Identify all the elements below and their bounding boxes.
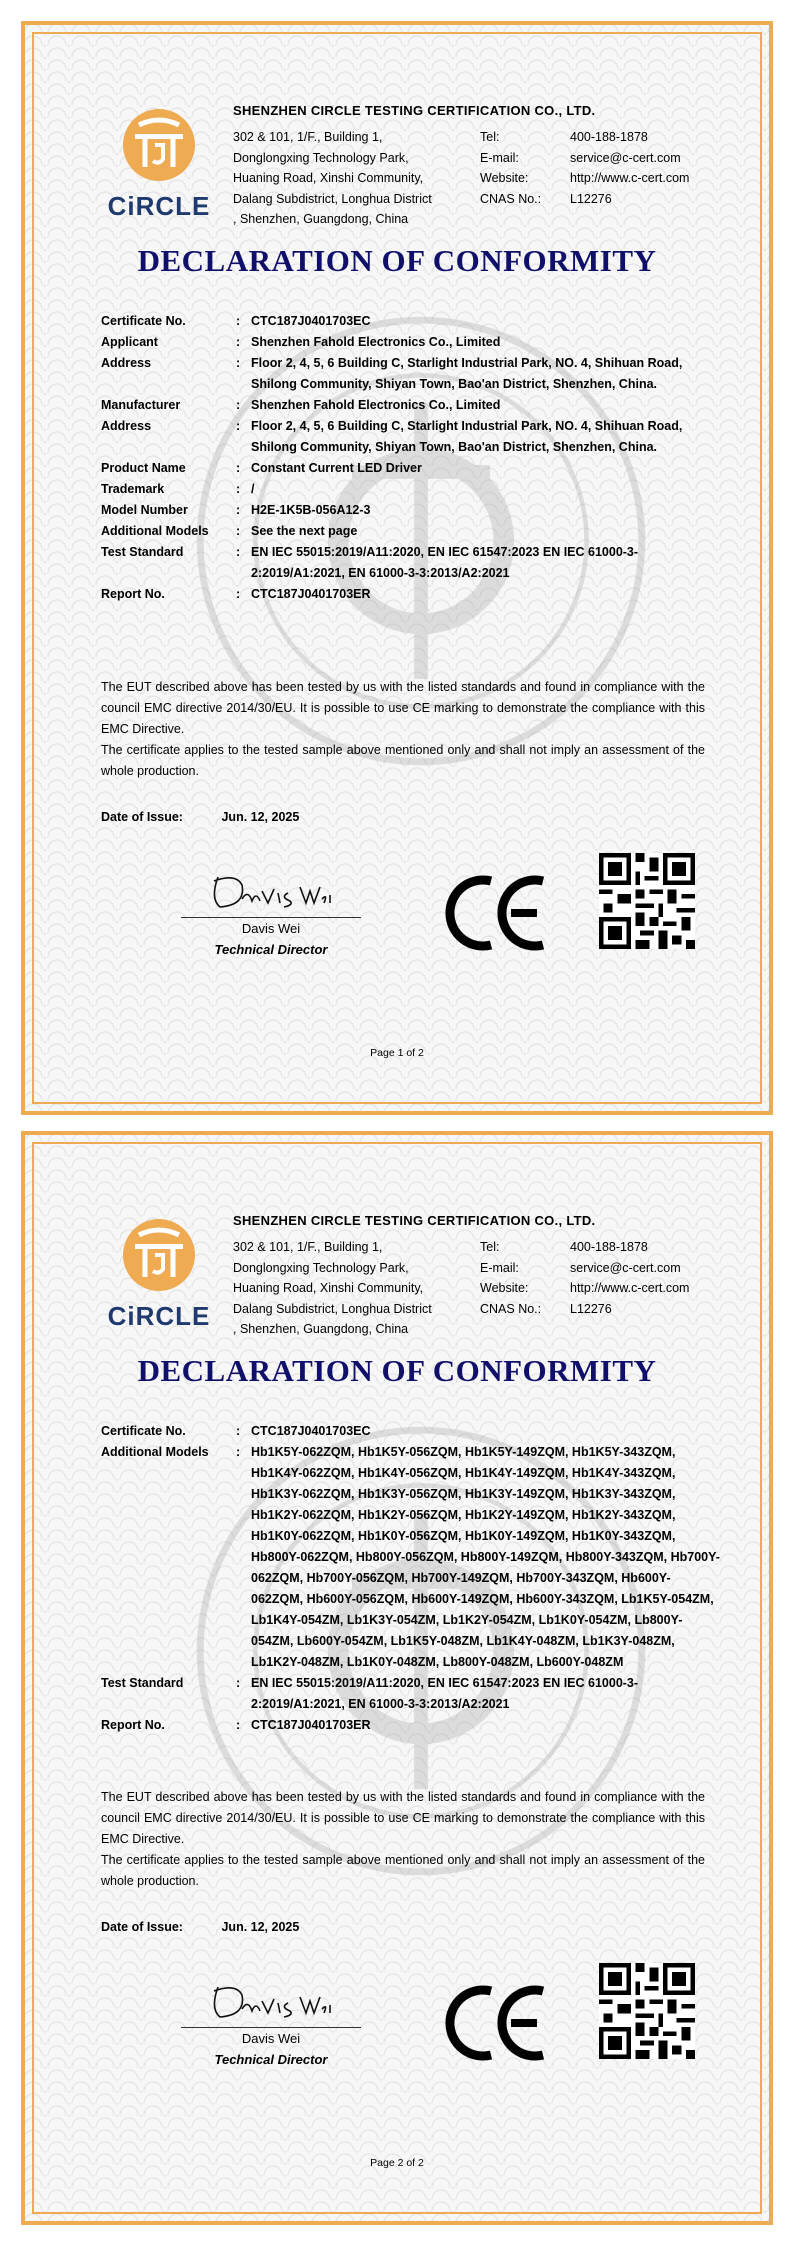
row-value: Hb1K5Y-062ZQM, Hb1K5Y-056ZQM, Hb1K5Y-149ZQM, Hb1K5Y-343ZQM, Hb1K4Y-062ZQM, Hb1K4Y-056ZQM, Hb1K4Y-149ZQM, Hb1K4Y-343ZQM, Hb1K3Y-062ZQM, Hb1K3Y-056ZQM, Hb1K3Y-149ZQM, Hb1K3Y-343ZQM, Hb1K2Y-062ZQM, Hb1K2Y-056ZQM, Hb1K2Y-149ZQM, Hb1K2Y-343ZQM, Hb1K0Y-062ZQM, Hb1K0Y-056ZQM, Hb1K0Y-149ZQM, Hb1K0Y-343ZQM, Hb800Y-062ZQM, Hb800Y-056ZQM, Hb800Y-149ZQM, Hb800Y-343ZQM, Hb700Y-062ZQM, Hb700Y-056ZQM, Hb700Y-149ZQM, Hb700Y-343ZQM, Hb600Y-062ZQM, Hb600Y-056ZQM, Hb600Y-149ZQM, Hb600Y-343ZQM, Lb1K5Y-054ZM, Lb1K4Y-054ZM, Lb1K3Y-054ZM, Lb1K2Y-054ZM, Lb1K0Y-054ZM, Lb800Y-054ZM, Lb600Y-054ZM, Lb1K5Y-048ZM, Lb1K4Y-048ZM, Lb1K3Y-048ZM, Lb1K2Y-048ZM, Lb1K0Y-048ZM, Lb800Y-048ZM, Lb600Y-048ZM — [251, 1445, 720, 1669]
address-line: , Shenzhen, Guangdong, China — [233, 212, 409, 226]
row-value: EN IEC 55015:2019/A11:2020, EN IEC 61547:2023 EN IEC 61000-3-2:2019/A1:2021, EN 61000-3-3:2013/A2:2021 — [251, 1676, 639, 1711]
cnas-value: L12276 — [570, 191, 612, 206]
row-label: Trademark — [101, 482, 165, 496]
issue-date-value: Jun. 12, 2025 — [221, 1920, 300, 1934]
detail-row: Product Name : Constant Current LED Driver — [101, 458, 721, 479]
contact-labels — [480, 127, 541, 209]
tel-value: 400-188-1878 — [570, 1240, 648, 1254]
signatory-name: Davis Wei — [241, 921, 301, 936]
tel-label: Tel: — [480, 130, 500, 144]
address-line: Donglongxing Technology Park, — [233, 1260, 409, 1275]
address-line: 302 & 101, 1/F., Building 1, — [233, 130, 383, 144]
issue-date-value: Jun. 12, 2025 — [221, 810, 300, 824]
detail-row: Report No. : CTC187J0401703ER — [101, 584, 721, 605]
row-label: Model Number — [101, 503, 188, 517]
issue-date-label: Date of Issue: — [101, 1920, 183, 1934]
address-line: Huaning Road, Xinshi Community, — [233, 171, 424, 185]
row-label: Test Standard — [101, 545, 184, 559]
signatory-role: Technical Director — [214, 942, 328, 957]
row-value: H2E-1K5B-056A12-3 — [251, 503, 371, 517]
qr-code-icon — [599, 853, 695, 949]
email-label: E-mail: — [480, 1260, 519, 1275]
row-value: Floor 2, 4, 5, 6 Building C, Starlight Industrial Park, NO. 4, Shihuan Road, Shilong Community, Shiyan Town, Bao'an District, Shenzhen, China. — [251, 356, 683, 391]
row-label: Applicant — [101, 335, 158, 349]
row-value: Shenzhen Fahold Electronics Co., Limited — [251, 335, 501, 349]
certificate-details — [101, 311, 721, 605]
circle-logo-icon — [99, 1211, 219, 1301]
row-label: Manufacturer — [101, 398, 181, 412]
row-label: Address — [101, 419, 152, 433]
row-value: Shenzhen Fahold Electronics Co., Limited — [251, 398, 501, 412]
detail-row: Manufacturer : Shenzhen Fahold Electronics Co., Limited — [101, 395, 721, 416]
qr-code-icon — [599, 1963, 695, 2059]
signatory-name: Davis Wei — [241, 2031, 301, 2046]
email-label: E-mail: — [480, 150, 519, 165]
cnas-label: CNAS No.: — [480, 191, 542, 206]
detail-row: Test Standard : EN IEC 55015:2019/A11:2020, EN IEC 61547:2023 EN IEC 61000-3-2:2019/A1:2021, EN 61000-3-3:2013/A2:2021 — [101, 1673, 721, 1715]
document-title: DECLARATION OF CONFORMITY — [137, 243, 657, 278]
ce-mark-icon — [441, 1983, 551, 2063]
scope-statement: The certificate applies to the tested sample above mentioned only and shall not imply an assessment of the whole production. — [101, 743, 705, 778]
row-label: Report No. — [101, 587, 165, 601]
row-value: See the next page — [251, 524, 358, 538]
detail-row: Address : Floor 2, 4, 5, 6 Building C, Starlight Industrial Park, NO. 4, Shihuan Road, Shilong Community, Shiyan Town, Bao'an District, Shenzhen, China. — [101, 353, 721, 395]
company-logo — [99, 101, 219, 231]
row-label: Report No. — [101, 1718, 165, 1732]
tel-label: Tel: — [480, 1240, 500, 1254]
row-label: Certificate No. — [101, 1424, 186, 1438]
tel-value: 400-188-1878 — [570, 130, 648, 144]
company-name: SHENZHEN CIRCLE TESTING CERTIFICATION CO., LTD. — [233, 1213, 596, 1228]
company-address — [233, 1237, 432, 1340]
row-value: CTC187J0401703EC — [251, 314, 371, 328]
page-number: Page 1 of 2 — [370, 1047, 424, 1059]
detail-row: Trademark : / — [101, 479, 721, 500]
cnas-value: L12276 — [570, 1301, 612, 1316]
row-label: Additional Models — [101, 524, 209, 538]
row-value: Floor 2, 4, 5, 6 Building C, Starlight Industrial Park, NO. 4, Shihuan Road, Shilong Community, Shiyan Town, Bao'an District, Shenzhen, China. — [251, 419, 683, 454]
row-value: CTC187J0401703ER — [251, 1718, 371, 1732]
detail-row: Applicant : Shenzhen Fahold Electronics Co., Limited — [101, 332, 721, 353]
address-line: Dalang Subdistrict, Longhua District — [233, 191, 432, 206]
detail-row: Address : Floor 2, 4, 5, 6 Building C, Starlight Industrial Park, NO. 4, Shihuan Road, Shilong Community, Shiyan Town, Bao'an District, Shenzhen, China. — [101, 416, 721, 458]
detail-row: Additional Models : See the next page — [101, 521, 721, 542]
certificate-details — [101, 1421, 721, 1736]
row-value: EN IEC 55015:2019/A11:2020, EN IEC 61547:2023 EN IEC 61000-3-2:2019/A1:2021, EN 61000-3-3:2013/A2:2021 — [251, 545, 639, 580]
logo-wordmark: CiRCLE — [107, 1301, 211, 1331]
certificate-page-2 — [21, 1131, 773, 2225]
address-line: Donglongxing Technology Park, — [233, 150, 409, 165]
detail-row: Test Standard : EN IEC 55015:2019/A11:2020, EN IEC 61547:2023 EN IEC 61000-3-2:2019/A1:2021, EN 61000-3-3:2013/A2:2021 — [101, 542, 721, 584]
email-value: service@c-cert.com — [570, 150, 681, 165]
row-value: CTC187J0401703ER — [251, 587, 371, 601]
company-name: SHENZHEN CIRCLE TESTING CERTIFICATION CO., LTD. — [233, 103, 596, 118]
address-line: , Shenzhen, Guangdong, China — [233, 1322, 409, 1336]
certificate-page-1 — [21, 21, 773, 1115]
address-line: Huaning Road, Xinshi Community, — [233, 1281, 424, 1295]
address-line: Dalang Subdistrict, Longhua District — [233, 1301, 432, 1316]
email-value: service@c-cert.com — [570, 1260, 681, 1275]
handwritten-signature-icon — [196, 869, 346, 915]
issue-date-label: Date of Issue: — [101, 810, 183, 824]
row-value: / — [251, 482, 255, 496]
company-logo — [99, 1211, 219, 1341]
issue-date — [101, 810, 299, 824]
scope-statement: The certificate applies to the tested sample above mentioned only and shall not imply an assessment of the whole production. — [101, 1853, 705, 1888]
contact-labels — [480, 1237, 541, 1319]
row-label: Additional Models — [101, 1445, 209, 1459]
contact-values — [570, 1237, 689, 1319]
detail-row: Additional Models : Hb1K5Y-062ZQM, Hb1K5Y-056ZQM, Hb1K5Y-149ZQM, Hb1K5Y-343ZQM, Hb1K4Y-062ZQM, Hb1K4Y-056ZQM, Hb1K4Y-149ZQM, Hb1K4Y-343ZQM, Hb1K3Y-062ZQM, Hb1K3Y-056ZQM, Hb1K3Y-149ZQM, Hb1K3Y-343ZQM, Hb1K2Y-062ZQM, Hb1K2Y-056ZQM, Hb1K2Y-149ZQM, Hb1K2Y-343ZQM, Hb1K0Y-062ZQM, Hb1K0Y-056ZQM, Hb1K0Y-149ZQM, Hb1K0Y-343ZQM, Hb800Y-062ZQM, Hb800Y-056ZQM, Hb800Y-149ZQM, Hb800Y-343ZQM, Hb700Y-062ZQM, Hb700Y-056ZQM, Hb700Y-149ZQM, Hb700Y-343ZQM, Hb600Y-062ZQM, Hb600Y-056ZQM, Hb600Y-149ZQM, Hb600Y-343ZQM, Lb1K5Y-054ZM, Lb1K4Y-054ZM, Lb1K3Y-054ZM, Lb1K2Y-054ZM, Lb1K0Y-054ZM, Lb800Y-054ZM, Lb600Y-054ZM, Lb1K5Y-048ZM, Lb1K4Y-048ZM, Lb1K3Y-048ZM, Lb1K2Y-048ZM, Lb1K0Y-048ZM, Lb800Y-048ZM, Lb600Y-048ZM — [101, 1442, 721, 1673]
row-value: Constant Current LED Driver — [251, 461, 422, 475]
handwritten-signature-icon — [196, 1979, 346, 2025]
logo-wordmark: CiRCLE — [107, 191, 211, 221]
circle-logo-icon — [99, 101, 219, 191]
cnas-label: CNAS No.: — [480, 1301, 542, 1316]
detail-row: Certificate No. : CTC187J0401703EC — [101, 311, 721, 332]
website-label: Website: — [480, 1281, 529, 1295]
page-number: Page 2 of 2 — [370, 2157, 424, 2169]
ce-mark-icon — [441, 873, 551, 953]
website-value: http://www.c-cert.com — [570, 1281, 690, 1295]
signatory-role: Technical Director — [214, 2052, 328, 2067]
row-label: Product Name — [101, 461, 186, 475]
signature-block — [181, 1979, 361, 2067]
website-value: http://www.c-cert.com — [570, 171, 690, 185]
contact-values — [570, 127, 689, 209]
compliance-statement: The EUT described above has been tested by us with the listed standards and found in compliance with the council EMC directive 2014/30/EU. It is possible to use CE marking to demonstrate the compliance with this EMC Directive. — [101, 1790, 705, 1846]
address-line: 302 & 101, 1/F., Building 1, — [233, 1240, 383, 1254]
detail-row: Model Number : H2E-1K5B-056A12-3 — [101, 500, 721, 521]
detail-row: Report No. : CTC187J0401703ER — [101, 1715, 721, 1736]
signature-block — [181, 869, 361, 957]
row-label: Address — [101, 356, 152, 370]
row-value: CTC187J0401703EC — [251, 1424, 371, 1438]
issue-date — [101, 1920, 299, 1934]
detail-row: Certificate No. : CTC187J0401703EC — [101, 1421, 721, 1442]
row-label: Certificate No. — [101, 314, 186, 328]
compliance-statement: The EUT described above has been tested by us with the listed standards and found in compliance with the council EMC directive 2014/30/EU. It is possible to use CE marking to demonstrate the compliance with this EMC Directive. — [101, 680, 705, 736]
document-title: DECLARATION OF CONFORMITY — [137, 1353, 657, 1388]
website-label: Website: — [480, 171, 529, 185]
company-address — [233, 127, 432, 230]
row-label: Test Standard — [101, 1676, 184, 1690]
